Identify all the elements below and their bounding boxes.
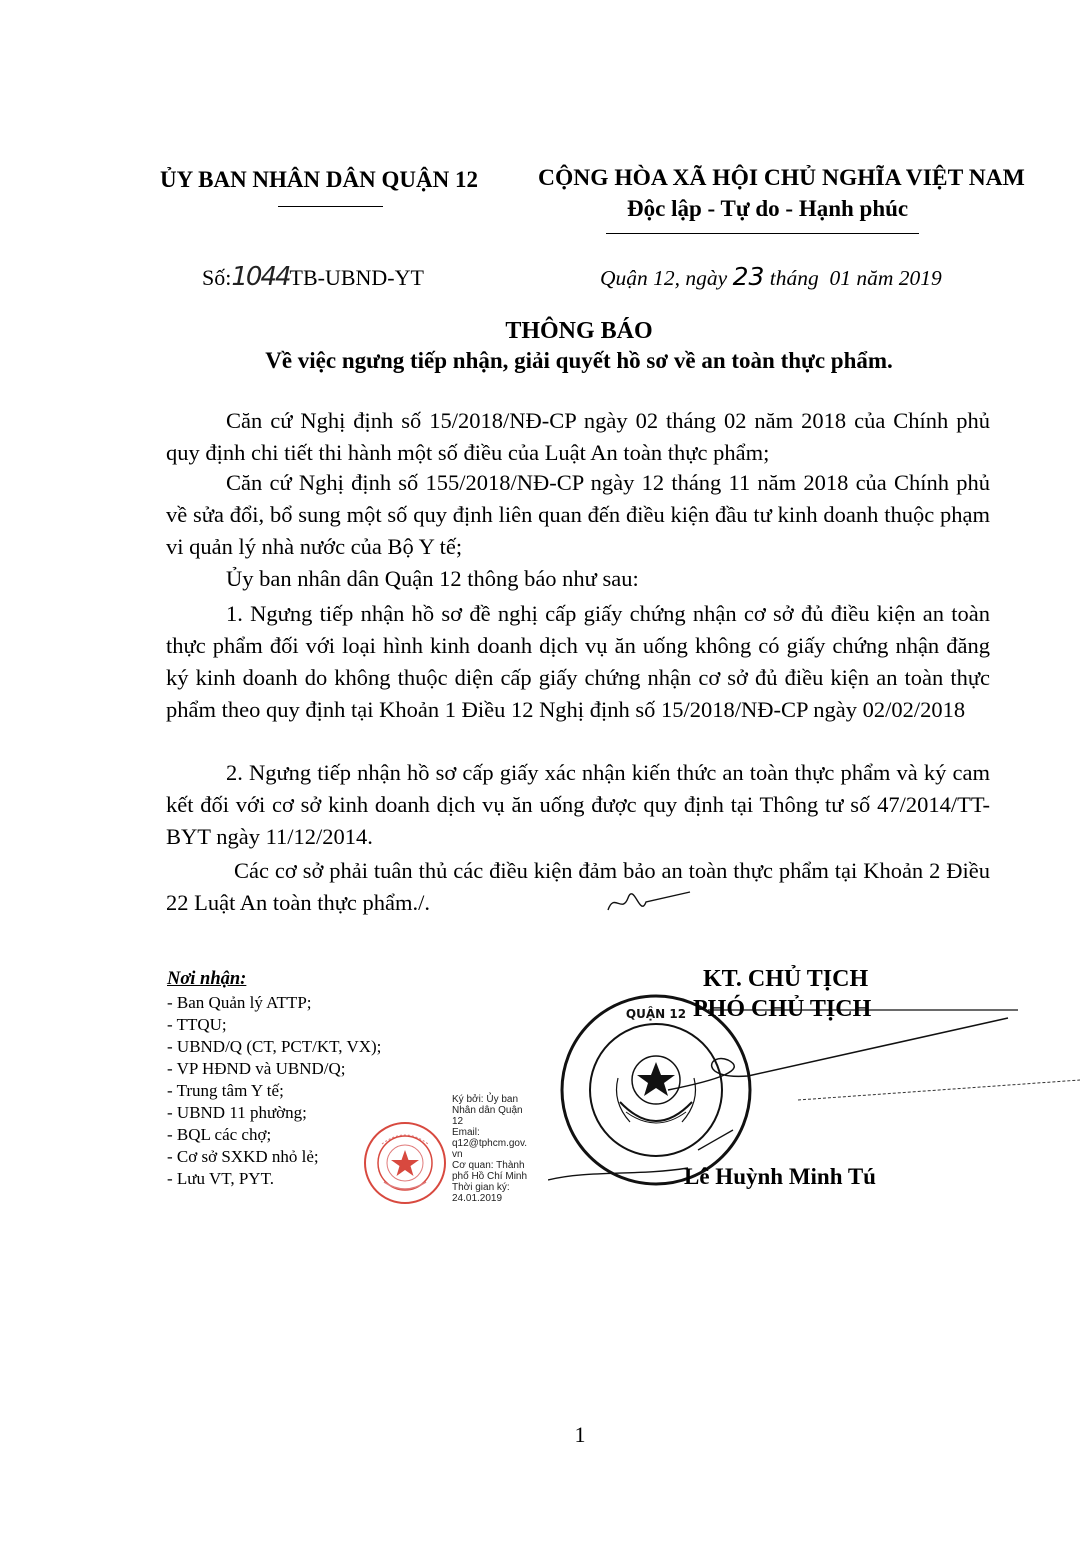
recipient-item: - Ban Quản lý ATTP; bbox=[167, 993, 312, 1012]
recipient-item: - Cơ sở SXKD nhỏ lẻ; bbox=[167, 1147, 319, 1166]
paragraph-legal-basis-2: Căn cứ Nghị định số 155/2018/NĐ-CP ngày 12 tháng 11 năm 2018 của Chính phủ về sửa đổi, bổ sung một số quy định liên quan đến điều kiện đầu tư kinh doanh thuộc phạm vi quản lý nhà nước của Bộ Y tế; bbox=[166, 470, 990, 559]
recipient-item: - Lưu VT, PYT. bbox=[167, 1169, 274, 1188]
issuing-agency: ỦY BAN NHÂN DÂN QUẬN 12 bbox=[160, 167, 478, 192]
recipient-item: - VP HĐND và UBND/Q; bbox=[167, 1059, 346, 1078]
agency-underline bbox=[278, 206, 383, 207]
svg-text:QUẬN 12: QUẬN 12 bbox=[625, 1007, 687, 1021]
recipients-title: Nơi nhận: bbox=[167, 969, 247, 989]
number-handwritten: 1044 bbox=[231, 262, 290, 292]
document-title: THÔNG BÁO bbox=[505, 318, 653, 344]
recipient-item: - UBND 11 phường; bbox=[167, 1103, 307, 1122]
motto: Độc lập - Tự do - Hạnh phúc bbox=[627, 196, 909, 221]
digital-seal-icon bbox=[362, 1120, 448, 1206]
recipient-item: - UBND/Q (CT, PCT/KT, VX); bbox=[167, 1037, 382, 1056]
signature-role-2: PHÓ CHỦ TỊCH bbox=[693, 996, 872, 1022]
paragraph-announcement: Ủy ban nhân dân Quận 12 thông báo như sau: bbox=[226, 566, 639, 591]
recipient-item: - BQL các chợ; bbox=[167, 1125, 272, 1144]
date-prefix: Quận 12, ngày bbox=[600, 266, 733, 290]
signature-role-1: KT. CHỦ TỊCH bbox=[703, 966, 869, 992]
number-prefix: Số: bbox=[202, 265, 232, 290]
initial-mark-icon bbox=[600, 884, 700, 922]
document-number bbox=[202, 262, 424, 292]
recipient-item: - TTQU; bbox=[167, 1015, 227, 1034]
document-subject: Về việc ngưng tiếp nhận, giải quyết hồ sơ về an toàn thực phẩm. bbox=[265, 348, 893, 373]
date-day-handwritten: 23 bbox=[732, 262, 765, 291]
motto-underline bbox=[606, 233, 919, 234]
date-suffix: tháng 01 năm 2019 bbox=[764, 266, 942, 290]
signer-name: Lê Huỳnh Minh Tú bbox=[684, 1164, 876, 1189]
paragraph-item-1: 1. Ngưng tiếp nhận hồ sơ đề nghị cấp giấy chứng nhận cơ sở đủ điều kiện an toàn thực phẩm đối với loại hình kinh doanh dịch vụ ăn uống không có giấy chứng nhận đăng ký kinh doanh do không thuộc diện cấp giấy chứng nhận cơ sở đủ điều kiện an toàn thực phẩm theo quy định tại Khoản 1 Điều 12 Nghị định số 15/2018/NĐ-CP ngày 02/02/2018 bbox=[166, 601, 990, 722]
nation-title: CỘNG HÒA XÃ HỘI CHỦ NGHĨA VIỆT NAM bbox=[538, 165, 1025, 191]
paragraph-legal-basis-1: Căn cứ Nghị định số 15/2018/NĐ-CP ngày 02 tháng 02 năm 2018 của Chính phủ quy định chi tiết thi hành một số điều của Luật An toàn thực phẩm; bbox=[166, 408, 990, 465]
paragraph-closing: Các cơ sở phải tuân thủ các điều kiện đảm bảo an toàn thực phẩm tại Khoản 2 Điều 22 Luật An toàn thực phẩm./. bbox=[166, 858, 990, 915]
document-date bbox=[600, 262, 942, 291]
digital-signature-info: Ký bởi: Ủy ban Nhân dân Quận 12 Email: q12@tphcm.gov. vn Cơ quan: Thành phố Hồ Chí Minh Thời gian ký: 24.01.2019 bbox=[452, 1094, 528, 1204]
number-suffix: TB-UBND-YT bbox=[289, 265, 424, 290]
paragraph-item-2: 2. Ngưng tiếp nhận hồ sơ cấp giấy xác nhận kiến thức an toàn thực phẩm và ký cam kết đối với cơ sở kinh doanh dịch vụ ăn uống được quy định tại Thông tư số 47/2014/TT-BYT ngày 11/12/2014. bbox=[166, 760, 990, 849]
page-number: 1 bbox=[574, 1422, 586, 1447]
recipient-item: - Trung tâm Y tế; bbox=[167, 1081, 284, 1100]
